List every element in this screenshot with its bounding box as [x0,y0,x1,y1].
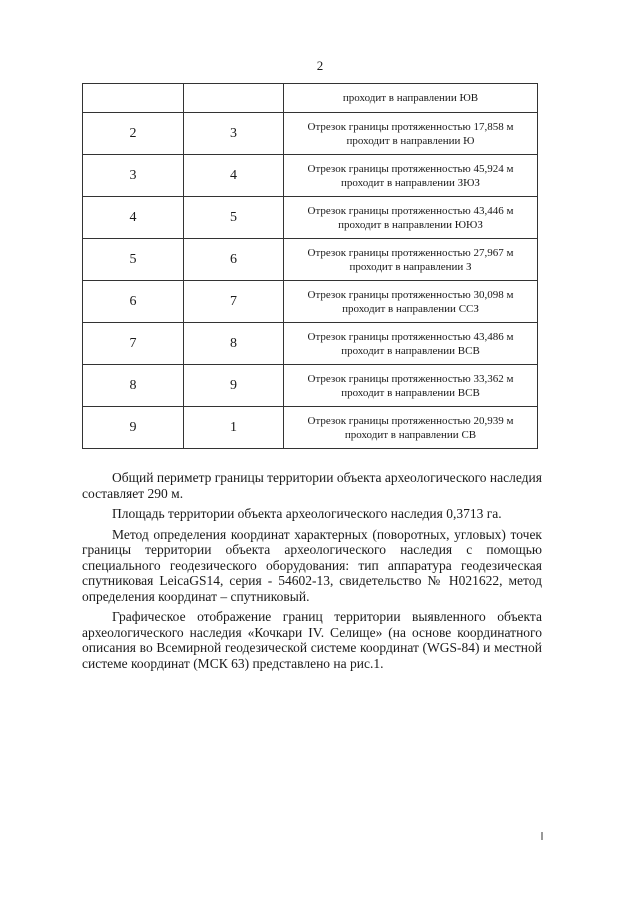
segment-direction: проходит в направлении СВ [344,428,477,441]
segment-direction: проходит в направлении ЗЮЗ [341,176,480,189]
segment-length: Отрезок границы протяженностью 43,446 м [307,204,514,217]
segment-length: Отрезок границы протяженностью 33,362 м [307,372,514,385]
segment-description-cell [284,197,538,239]
boundary-segments-table [82,83,538,449]
point-from-cell: 3 [83,155,184,197]
segment-direction: проходит в направлении ВСВ [341,386,480,399]
point-from-cell: 2 [83,113,184,155]
table-row [83,281,538,323]
area-paragraph: Площадь территории объекта археологического наследия 0,3713 га. [112,506,502,521]
point-from-cell: 7 [83,323,184,365]
graphic-paragraph: Графическое отображение границ территории выявленного объекта археологического наследия «Кочкари IV. Селище» (на основе координатного описания во Всемирной геодезической системе координат (WGS-84) и местной системе координат (МСК 63) представлено на рис.1. [82,609,542,671]
segment-length: Отрезок границы протяженностью 20,939 м [307,414,514,427]
point-from-cell: 4 [83,197,184,239]
segment-direction: проходит в направлении ВСВ [341,344,480,357]
table-row [83,155,538,197]
table-row [83,239,538,281]
table-row [83,197,538,239]
table-row [83,323,538,365]
point-to-cell: 5 [184,197,284,239]
segment-length: Отрезок границы протяженностью 27,967 м [307,246,514,259]
segment-length: Отрезок границы протяженностью 45,924 м [307,162,514,175]
point-to-cell: 7 [184,281,284,323]
segment-direction: проходит в направлении ЮЮЗ [338,218,483,231]
document-body [82,470,542,676]
segment-description-cell [284,323,538,365]
table-row [83,113,538,155]
segment-description-cell [284,113,538,155]
segment-direction: проходит в направлении ССЗ [342,302,479,315]
point-to-cell: 8 [184,323,284,365]
segment-direction: проходит в направлении ЮВ [342,92,479,104]
point-from-cell: 8 [83,365,184,407]
point-to-cell: 3 [184,113,284,155]
point-to-cell: 6 [184,239,284,281]
segment-description-cell [284,84,538,113]
method-paragraph: Метод определения координат характерных (поворотных, угловых) точек границы территории объекта археологического наследия с помощью специального геодезического оборудования: тип аппаратура геодезическая спутниковая LeicaGS14, серия - 54602-13, свидетельство № Н021622, метод определения координат – спутниковый. [82,526,542,604]
point-to-cell: 9 [184,365,284,407]
perimeter-paragraph: Общий периметр границы территории объекта археологического наследия составляет 290 м. [82,470,542,501]
segment-length: Отрезок границы протяженностью 17,858 м [307,120,514,133]
scan-mark [541,832,543,840]
table-row [83,84,538,113]
table-row [83,365,538,407]
segment-direction: проходит в направлении З [349,260,472,273]
segment-length: Отрезок границы протяженностью 43,486 м [307,330,514,343]
point-from-cell: 5 [83,239,184,281]
point-to-cell: 4 [184,155,284,197]
segment-description-cell [284,155,538,197]
page-number: 2 [316,58,324,73]
segment-description-cell [284,407,538,449]
segment-description-cell [284,281,538,323]
point-from-cell [83,84,184,113]
segment-description-cell [284,239,538,281]
point-from-cell: 9 [83,407,184,449]
point-to-cell: 1 [184,407,284,449]
point-from-cell: 6 [83,281,184,323]
segment-description-cell [284,365,538,407]
segment-direction: проходит в направлении Ю [346,134,475,147]
segment-length: Отрезок границы протяженностью 30,098 м [307,288,514,301]
table-row [83,407,538,449]
point-to-cell [184,84,284,113]
